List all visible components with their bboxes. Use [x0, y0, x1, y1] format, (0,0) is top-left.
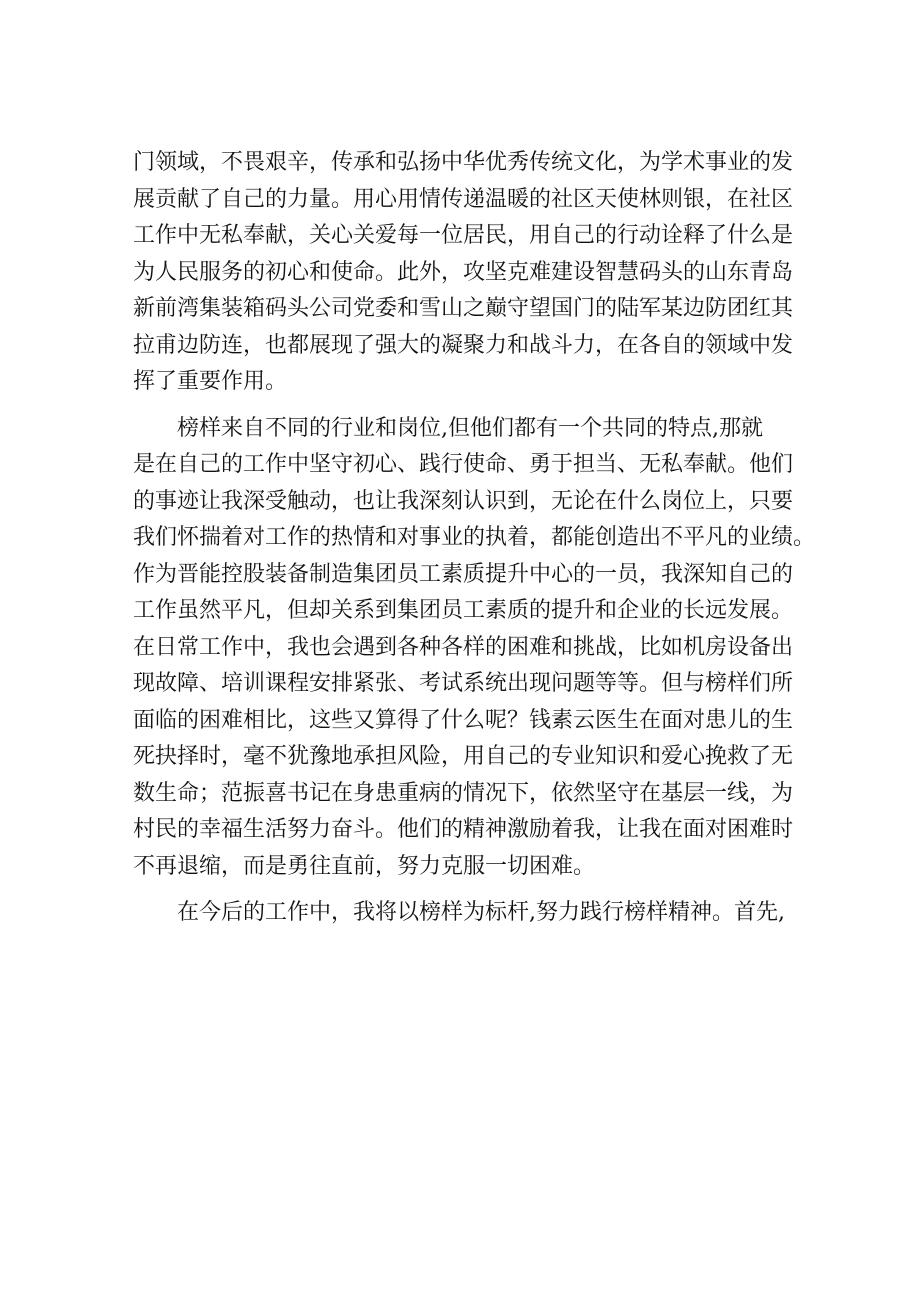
text-line: 不再退缩，而是勇往直前，努力克服一切困难。: [133, 853, 596, 879]
text-line: 数生命；范振喜书记在身患重病的情况下，依然坚守在基层一线，为: [133, 780, 794, 806]
text-line: 展贡献了自己的力量。用心用情传递温暖的社区天使林则银，在社区: [133, 186, 794, 212]
text-line: 面临的困难相比，这些又算得了什么呢？钱素云医生在面对患儿的生: [133, 707, 794, 733]
text-line: 拉甫边防连，也都展现了强大的凝聚力和战斗力，在各自的领域中发: [133, 332, 794, 358]
text-line: 作为晋能控股装备制造集团员工素质提升中心的一员，我深知自己的: [133, 561, 794, 587]
text-line: 的事迹让我深受触动，也让我深刻认识到，无论在什么岗位上，只要: [133, 488, 794, 514]
text-line: 是在自己的工作中坚守初心、践行使命、勇于担当、无私奉献。他们: [133, 452, 794, 477]
text-line: 在今后的工作中，我将以榜样为标杆,努力践行榜样精神。首先,: [133, 900, 785, 925]
text-line: 我们怀揣着对工作的热情和对事业的执着，都能创造出不平凡的业绩。: [133, 525, 816, 550]
text-line: 挥了重要作用。: [133, 369, 288, 394]
text-line: 村民的幸福生活努力奋斗。他们的精神激励着我，让我在面对困难时: [133, 817, 794, 842]
paragraph-spacer: [133, 401, 803, 411]
body-text: [133, 145, 816, 932]
paragraph-2: [133, 411, 816, 886]
paragraph-spacer: [133, 885, 803, 895]
text-line: 死抉择时，毫不犹豫地承担风险，用自己的专业知识和爱心挽救了无: [133, 744, 794, 769]
text-line: 门领域，不畏艰辛，传承和弘扬中华优秀传统文化，为学术事业的发: [133, 150, 794, 175]
text-line: 新前湾集装箱码头公司党委和雪山之巅守望国门的陆军某边防团红其: [133, 296, 794, 321]
paragraph-1: [133, 145, 803, 401]
text-line: 工作中无私奉献，关心关爱每一位居民，用自己的行动诠释了什么是: [133, 223, 794, 248]
paragraph-3: [133, 895, 803, 932]
text-line: 现故障、培训课程安排紧张、考试系统出现问题等等。但与榜样们所: [133, 671, 794, 696]
text-line: 为人民服务的初心和使命。此外，攻坚克难建设智慧码头的山东青岛: [133, 259, 794, 285]
text-line: 工作虽然平凡，但却关系到集团员工素质的提升和企业的长远发展。: [133, 598, 794, 623]
text-line: 榜样来自不同的行业和岗位,但他们都有一个共同的特点,那就: [133, 415, 763, 441]
text-line: 在日常工作中，我也会遇到各种各样的困难和挑战，比如机房设备出: [133, 634, 794, 660]
